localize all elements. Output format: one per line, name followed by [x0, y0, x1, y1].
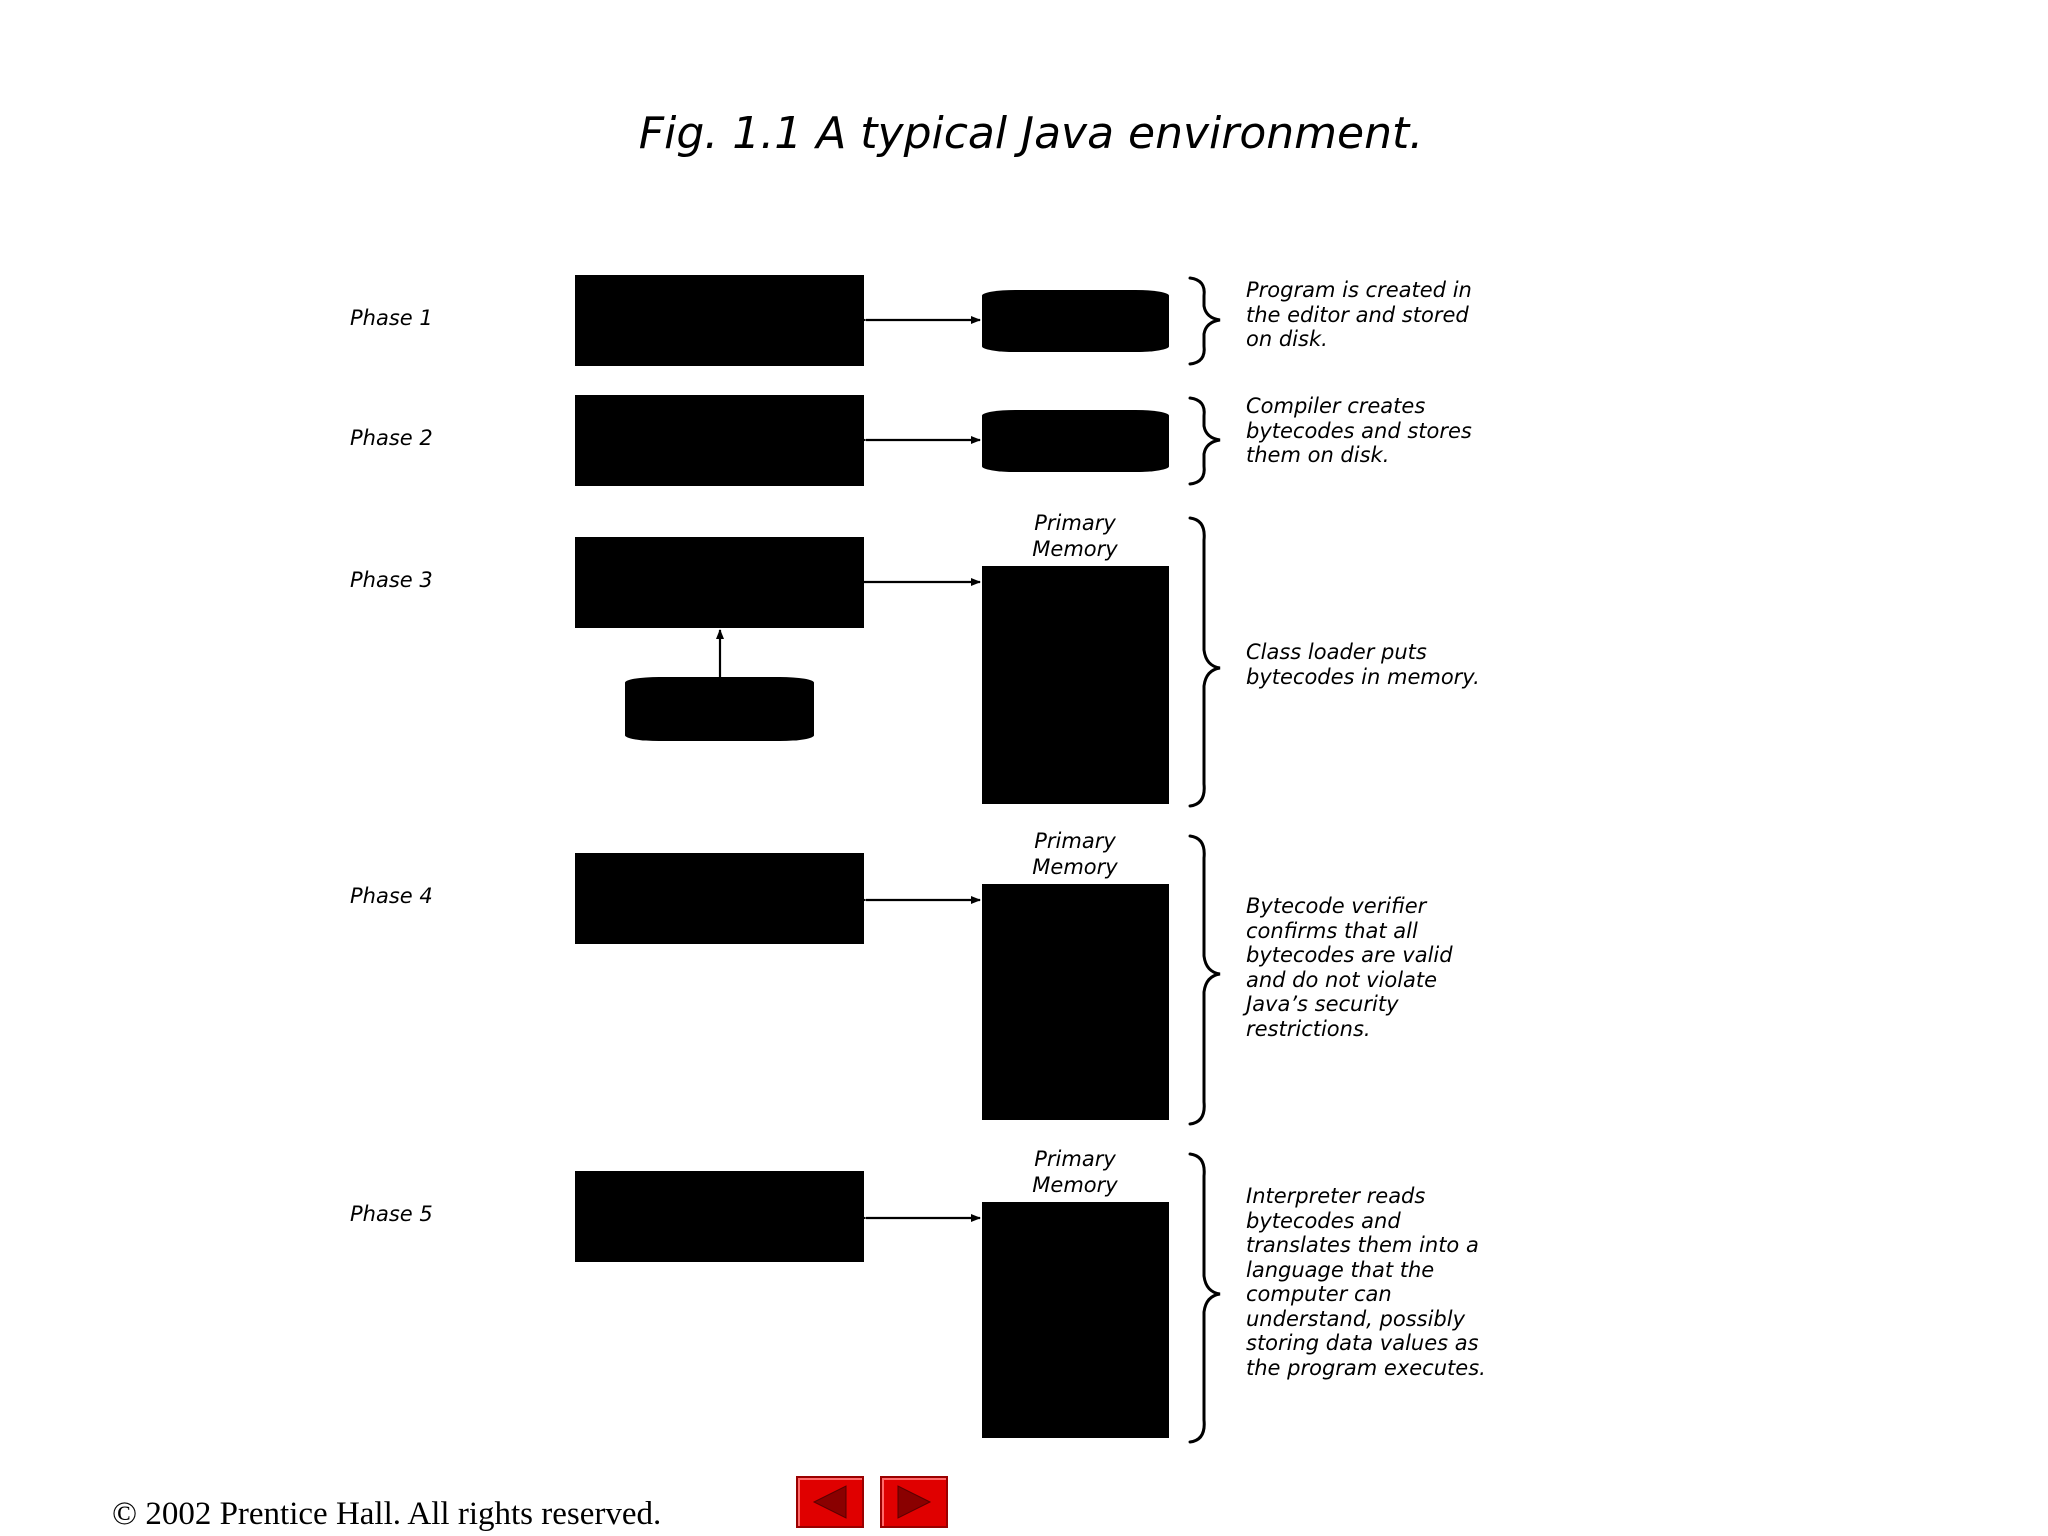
description-phase-2: Compiler creates bytecodes and stores them on disk. — [1246, 394, 1472, 467]
copyright: © 2002 Prentice Hall. All rights reserved. — [112, 1496, 662, 1532]
memory-label-phase-4: Primary Memory — [1032, 829, 1118, 879]
phase-3-label: Phase 3 — [350, 568, 433, 592]
description-phase-4: Bytecode verifier confirms that all bytecodes are valid and do not violate Java’s security restrictions. — [1246, 894, 1453, 1041]
phase-5-label: Phase 5 — [350, 1202, 433, 1226]
brace-phase-5 — [1190, 1154, 1220, 1442]
memory-label-phase-5: Primary Memory — [1032, 1147, 1118, 1197]
description-phase-5: Interpreter reads bytecodes and translates them into a language that the computer can understand, possibly storing data values as the program executes. — [1246, 1184, 1486, 1380]
brace-phase-1 — [1190, 278, 1220, 364]
phase-1-label: Phase 1 — [350, 306, 433, 330]
next-button[interactable] — [880, 1476, 948, 1528]
description-phase-1: Program is created in the editor and stored on disk. — [1246, 278, 1472, 351]
figure-title: Fig. 1.1 A typical Java environment. — [638, 108, 1424, 159]
brace-phase-4 — [1190, 836, 1220, 1124]
brace-phase-2 — [1190, 398, 1220, 484]
previous-arrow-icon — [798, 1478, 862, 1526]
phase-2-label: Phase 2 — [350, 426, 433, 450]
memory-label-phase-3: Primary Memory — [1032, 511, 1118, 561]
phase-4-label: Phase 4 — [350, 884, 433, 908]
brace-phase-3 — [1190, 518, 1220, 806]
previous-button[interactable] — [796, 1476, 864, 1528]
description-phase-3: Class loader puts bytecodes in memory. — [1246, 640, 1480, 689]
next-arrow-icon — [882, 1478, 946, 1526]
